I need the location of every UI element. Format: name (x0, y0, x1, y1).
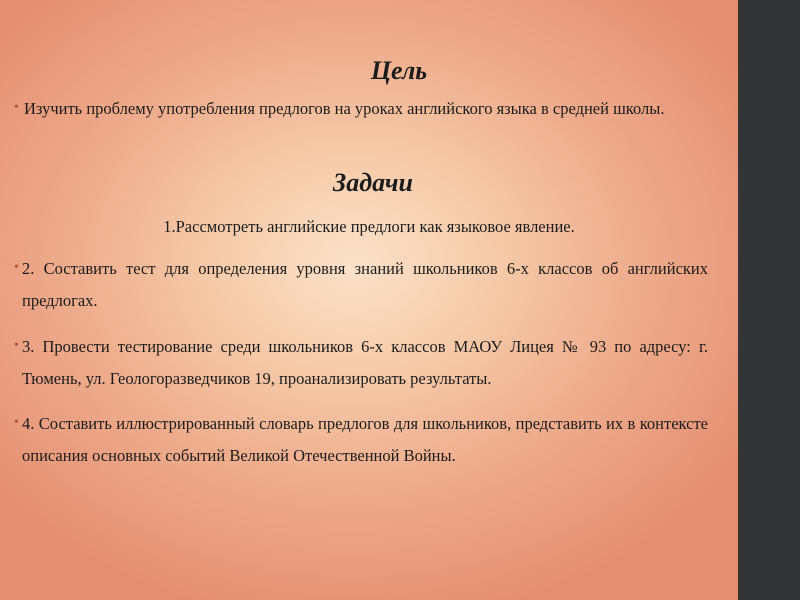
task-item-1: 1.Рассмотреть английские предлоги как языковое явление. (163, 217, 575, 236)
side-bar (738, 0, 800, 600)
goal-text: Изучить проблему употребления предлогов на уроках английского языка в средней школы. (24, 99, 665, 118)
bullet-icon: • (14, 415, 19, 430)
task-item-4: 4. Составить иллюстрированный словарь предлогов для школьников, представить их в контексте описания основных событий Великой Отечественной Войны. (22, 414, 708, 465)
bullet-icon: • (14, 338, 19, 353)
tasks-heading: Задачи (333, 168, 413, 197)
task-item-3: 3. Провести тестирование среди школьников 6-х классов МАОУ Лицея № 93 по адресу: г. Тюмень, ул. Геологоразведчиков 19, проанализировать результаты. (22, 337, 708, 388)
goal-heading: Цель (370, 56, 428, 85)
bullet-icon: • (14, 100, 19, 115)
task-item-2: 2. Составить тест для определения уровня знаний школьников 6-х классов об английских предлогах. (22, 259, 708, 310)
bullet-icon: • (14, 260, 19, 275)
